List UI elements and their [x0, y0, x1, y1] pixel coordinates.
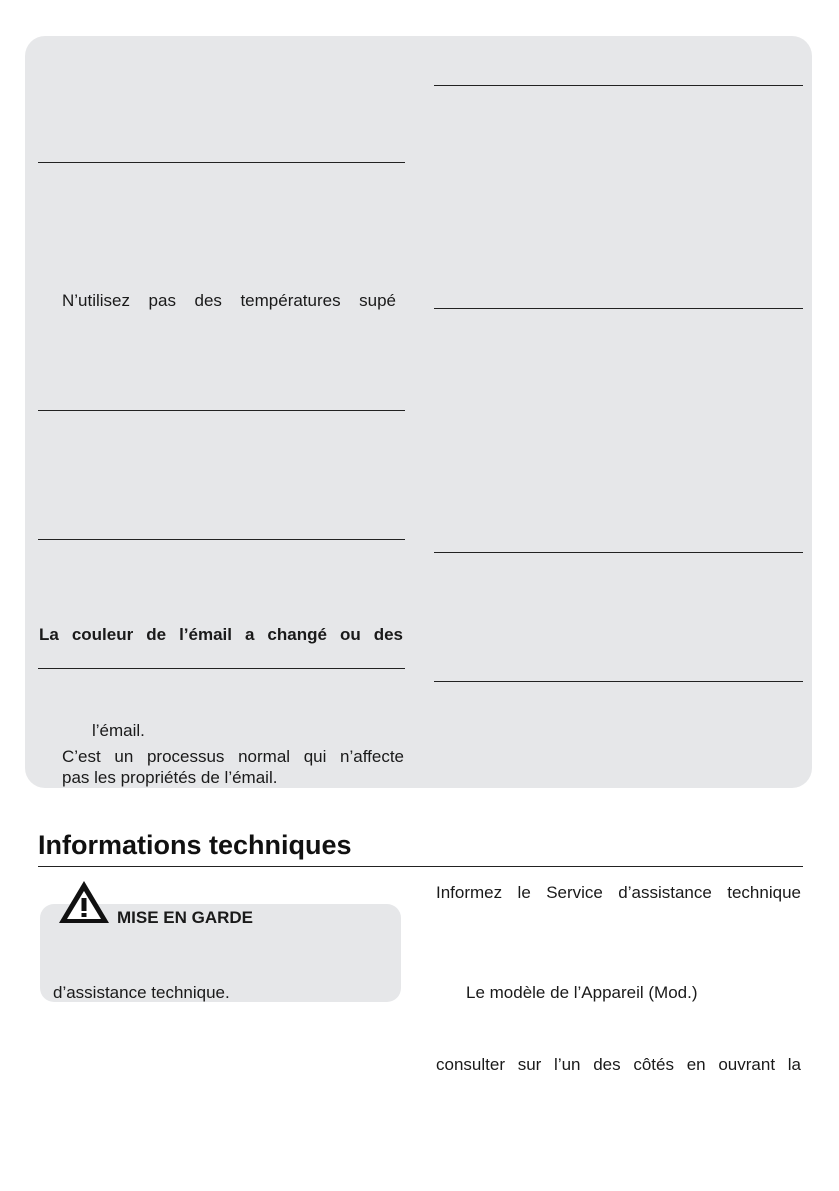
- divider: [434, 681, 803, 682]
- panel-text: l’émail.: [92, 721, 145, 740]
- warning-triangle-icon: [57, 879, 111, 925]
- title-underline: [38, 866, 803, 867]
- divider: [38, 162, 405, 163]
- info-text: consulter sur l’un des côtés en ouvrant la: [436, 1055, 801, 1074]
- panel-text: pas les propriétés de l’émail.: [62, 768, 278, 787]
- info-panel: [25, 36, 812, 788]
- divider: [434, 85, 803, 86]
- panel-heading: La couleur de l’émail a changé ou des: [39, 625, 403, 644]
- divider: [38, 668, 405, 669]
- divider: [434, 308, 803, 309]
- info-text: Informez le Service d’assistance technique: [436, 883, 801, 902]
- divider: [434, 552, 803, 553]
- divider: [38, 410, 405, 411]
- warning-text: d’assistance technique.: [53, 983, 230, 1002]
- page-title: Informations techniques: [38, 830, 352, 860]
- panel-text: C’est un processus normal qui n’affecte: [62, 747, 404, 766]
- warning-label: MISE EN GARDE: [117, 908, 254, 927]
- panel-text: N’utilisez pas des températures supé: [62, 291, 396, 310]
- divider: [38, 539, 405, 540]
- info-text: Le modèle de l’Appareil (Mod.): [466, 983, 698, 1002]
